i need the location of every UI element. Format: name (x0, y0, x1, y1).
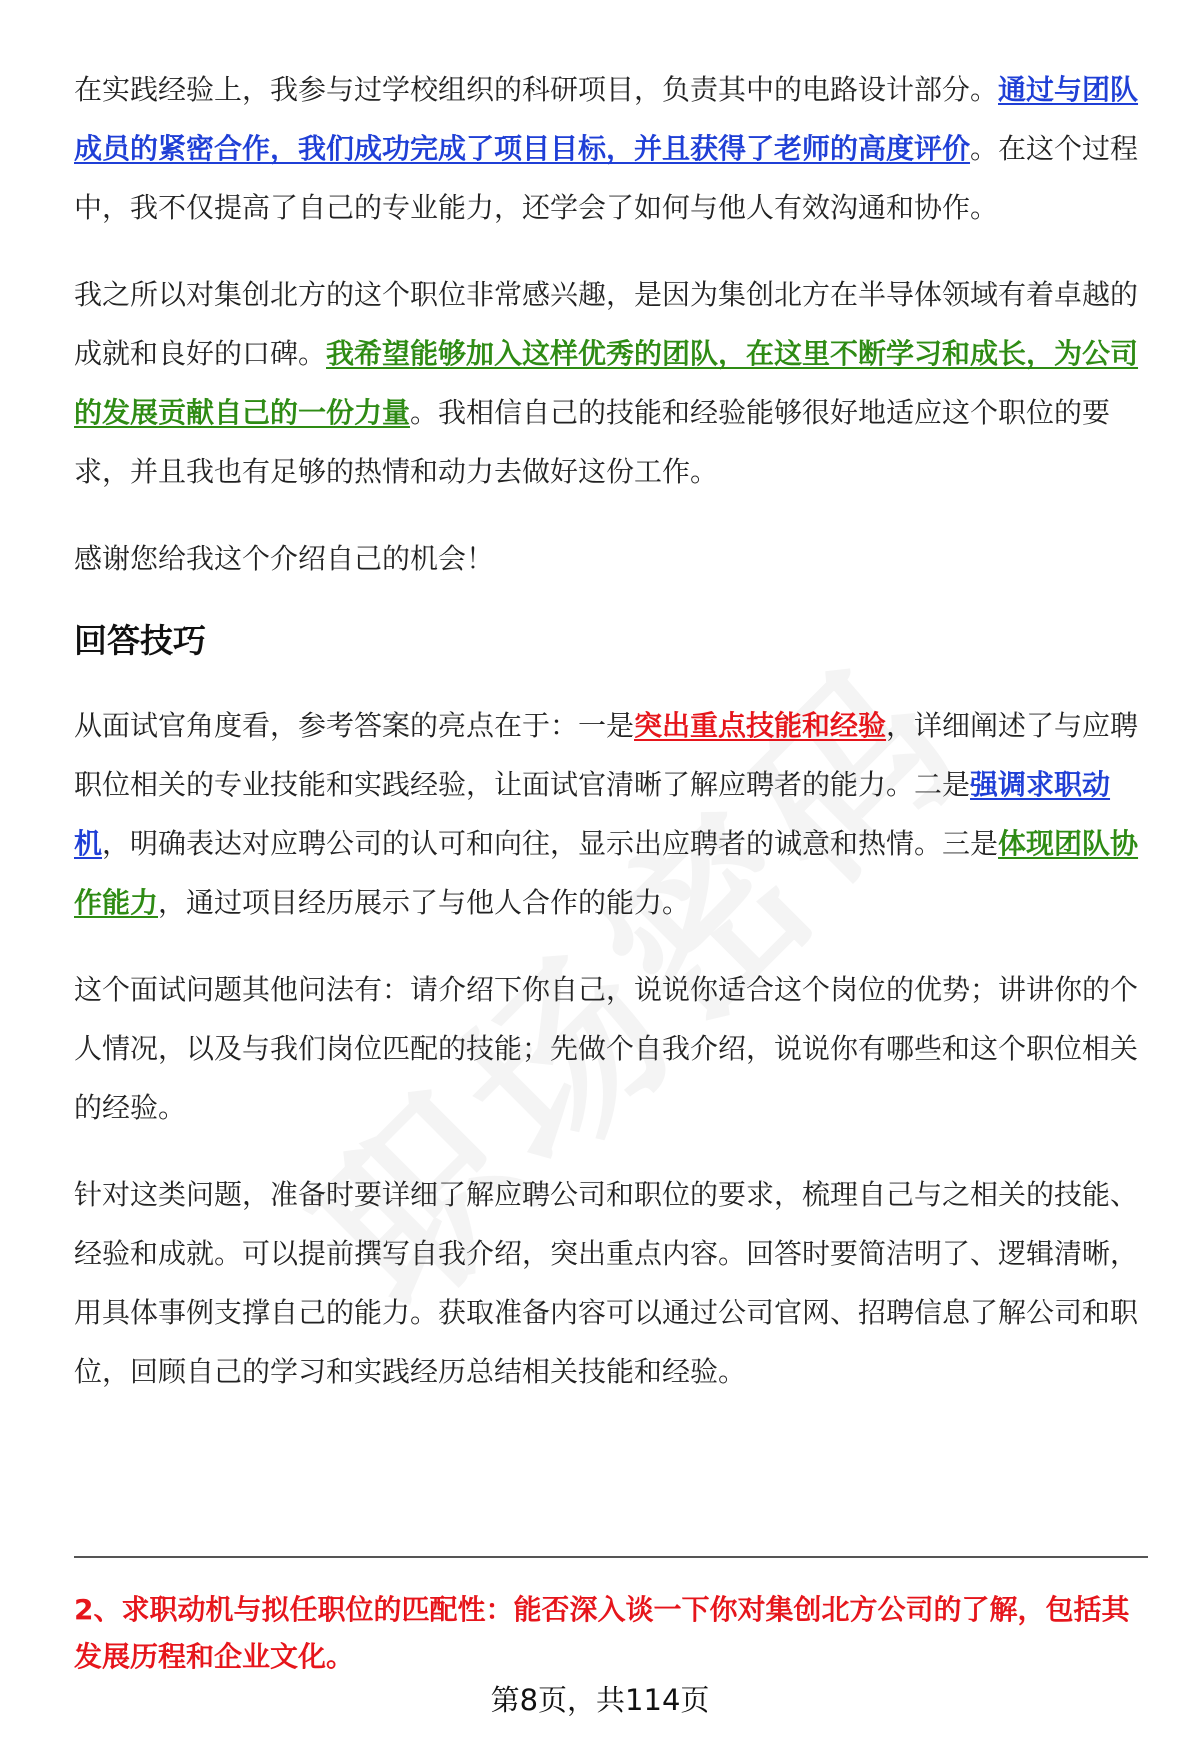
highlight-green: 我希望能够加入这样优秀的团队，在这里不断学习和成长，为公司的发展贡献自己的一份力量 (74, 337, 1139, 429)
text-segment: ，通过项目经历展示了与他人合作的能力。 (158, 886, 691, 919)
divider (74, 1556, 1148, 1558)
tip-paragraph-1 (74, 696, 1148, 932)
highlight-red: 突出重点技能和经验 (634, 709, 887, 742)
text-segment: 。在这个过程中，我不仅提高了自己的专业能力，还学会了如何与他人有效沟通和协作。 (74, 132, 1139, 224)
text-segment: 从面试官角度看，参考答案的亮点在于：一是 (74, 709, 635, 742)
text-segment: 感谢您给我这个介绍自己的机会！ (74, 542, 495, 575)
tip-paragraph-2 (74, 960, 1148, 1137)
section-title: 回答技巧 (74, 621, 206, 660)
text-segment: ，详细阐述了与应聘职位相关的专业技能和实践经验，让面试官清晰了解应聘者的能力。二是 (74, 709, 1139, 801)
document-body (74, 60, 1148, 1429)
page-number: 第8页，共114页 (490, 1683, 710, 1717)
text-segment: 。我相信自己的技能和经验能够很好地适应这个职位的要求，并且我也有足够的热情和动力去做好这份工作。 (74, 396, 1111, 488)
highlight-blue: 强调求职动机 (74, 768, 1111, 860)
text-segment: 这个面试问题其他问法有：请介绍下你自己，说说你适合这个岗位的优势；讲讲你的个人情况，以及与我们岗位匹配的技能；先做个自我介绍，说说你有哪些和这个职位相关的经验。 (74, 973, 1139, 1124)
highlight-green: 体现团队协作能力 (74, 827, 1139, 919)
highlight-blue: 通过与团队成员的紧密合作，我们成功完成了项目目标，并且获得了老师的高度评价 (74, 73, 1139, 165)
text-segment: 针对这类问题，准备时要详细了解应聘公司和职位的要求，梳理自己与之相关的技能、经验和成就。可以提前撰写自我介绍，突出重点内容。回答时要简洁明了、逻辑清晰，用具体事例支撑自己的能力。获取准备内容可以通过公司官网、招聘信息了解公司和职位，回顾自己的学习和实践经历总结相关技能和经验。 (74, 1178, 1139, 1388)
text-segment: 在实践经验上，我参与过学校组织的科研项目，负责其中的电路设计部分。 (74, 73, 999, 106)
answer-paragraph-3 (74, 529, 1148, 588)
answer-paragraph-2 (74, 265, 1148, 501)
text-segment: 我之所以对集创北方的这个职位非常感兴趣，是因为集创北方在半导体领域有着卓越的成就和良好的口碑。 (74, 278, 1139, 370)
answer-paragraph-1 (74, 60, 1148, 237)
text-segment: ，明确表达对应聘公司的认可和向往，显示出应聘者的诚意和热情。三是 (102, 827, 999, 860)
tip-paragraph-3 (74, 1165, 1148, 1401)
next-question: 2、求职动机与拟任职位的匹配性：能否深入谈一下你对集创北方公司的了解，包括其发展历程和企业文化。 (74, 1593, 1130, 1673)
